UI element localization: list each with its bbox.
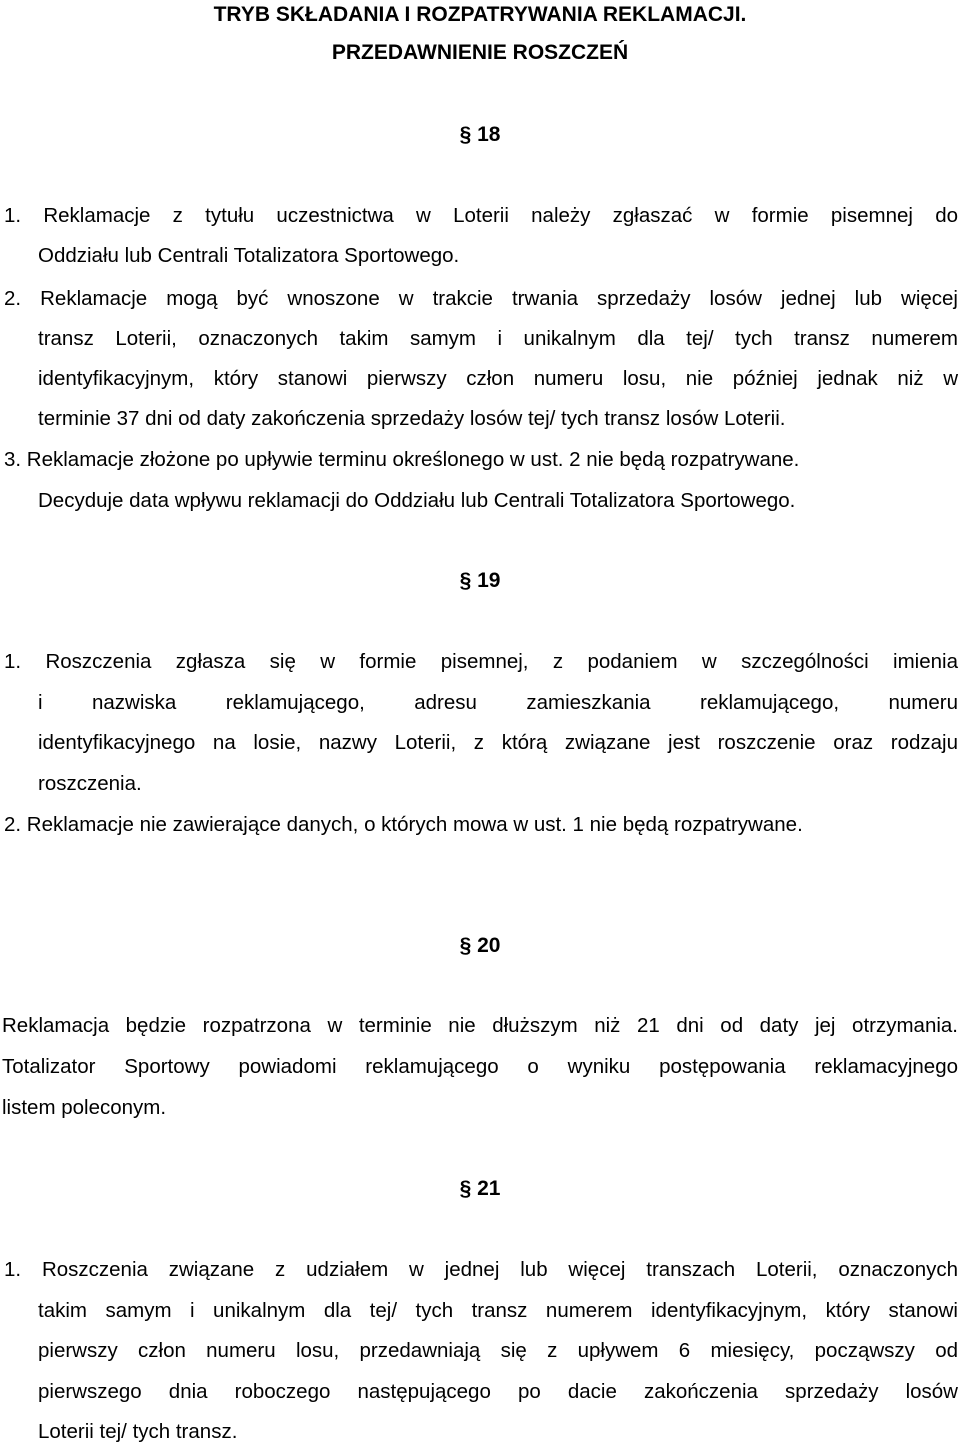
s21-line-4: pierwszego dnia roboczego następującego po dacie zakończenia sprzedaży losów xyxy=(38,1380,958,1403)
s20-line-3: listem poleconym. xyxy=(2,1096,167,1119)
s19-line-2: i nazwiska reklamującego, adresu zamieszkania reklamującego, numeru xyxy=(38,691,958,714)
section-19-heading: § 19 xyxy=(459,569,501,592)
section-20-heading: § 20 xyxy=(459,934,501,957)
s18-line-6: terminie 37 dni od daty zakończenia sprzedaży losów tej/ tych transz losów Loterii. xyxy=(38,407,786,430)
s21-line-2: takim samym i unikalnym dla tej/ tych transz numerem identyfikacyjnym, który stanowi xyxy=(38,1299,958,1322)
s21-line-1: 1. Roszczenia związane z udziałem w jednej lub więcej transzach Loterii, oznaczonych xyxy=(4,1258,958,1281)
s18-line-4: transz Loterii, oznaczonych takim samym i unikalnym dla tej/ tych transz numerem xyxy=(38,327,958,350)
s18-line-7: 3. Reklamacje złożone po upływie terminu określonego w ust. 2 nie będą rozpatrywane. xyxy=(4,448,800,471)
section-21-heading: § 21 xyxy=(459,1177,501,1200)
s21-line-5: Loterii tej/ tych transz. xyxy=(38,1420,238,1443)
s21-line-3: pierwszy człon numeru losu, przedawniają się z upływem 6 miesięcy, począwszy od xyxy=(38,1339,958,1362)
s20-line-1: Reklamacja będzie rozpatrzona w terminie nie dłuższym niż 21 dni od daty jej otrzymania. xyxy=(2,1014,958,1037)
s18-line-8: Decyduje data wpływu reklamacji do Oddziału lub Centrali Totalizatora Sportowego. xyxy=(38,489,796,512)
document-title-line-1: TRYB SKŁADANIA I ROZPATRYWANIA REKLAMACJI. xyxy=(213,3,747,26)
s19-line-4: roszczenia. xyxy=(38,772,142,795)
s18-line-5: identyfikacyjnym, który stanowi pierwszy człon numeru losu, nie później jednak niż w xyxy=(38,367,958,390)
s19-line-5: 2. Reklamacje nie zawierające danych, o których mowa w ust. 1 nie będą rozpatrywane. xyxy=(4,813,803,836)
s19-line-1: 1. Roszczenia zgłasza się w formie pisemnej, z podaniem w szczególności imienia xyxy=(4,650,958,673)
s20-line-2: Totalizator Sportowy powiadomi reklamującego o wyniku postępowania reklamacyjnego xyxy=(2,1055,958,1078)
section-18-heading: § 18 xyxy=(459,123,501,146)
s18-line-2: Oddziału lub Centrali Totalizatora Sportowego. xyxy=(38,244,460,267)
s18-line-3: 2. Reklamacje mogą być wnoszone w trakcie trwania sprzedaży losów jednej lub więcej xyxy=(4,287,958,310)
document-title-line-2: PRZEDAWNIENIE ROSZCZEŃ xyxy=(331,41,629,64)
s18-line-1: 1. Reklamacje z tytułu uczestnictwa w Loterii należy zgłaszać w formie pisemnej do xyxy=(4,204,958,227)
s19-line-3: identyfikacyjnego na losie, nazwy Loterii, z którą związane jest roszczenie oraz rodzaju xyxy=(38,731,958,754)
